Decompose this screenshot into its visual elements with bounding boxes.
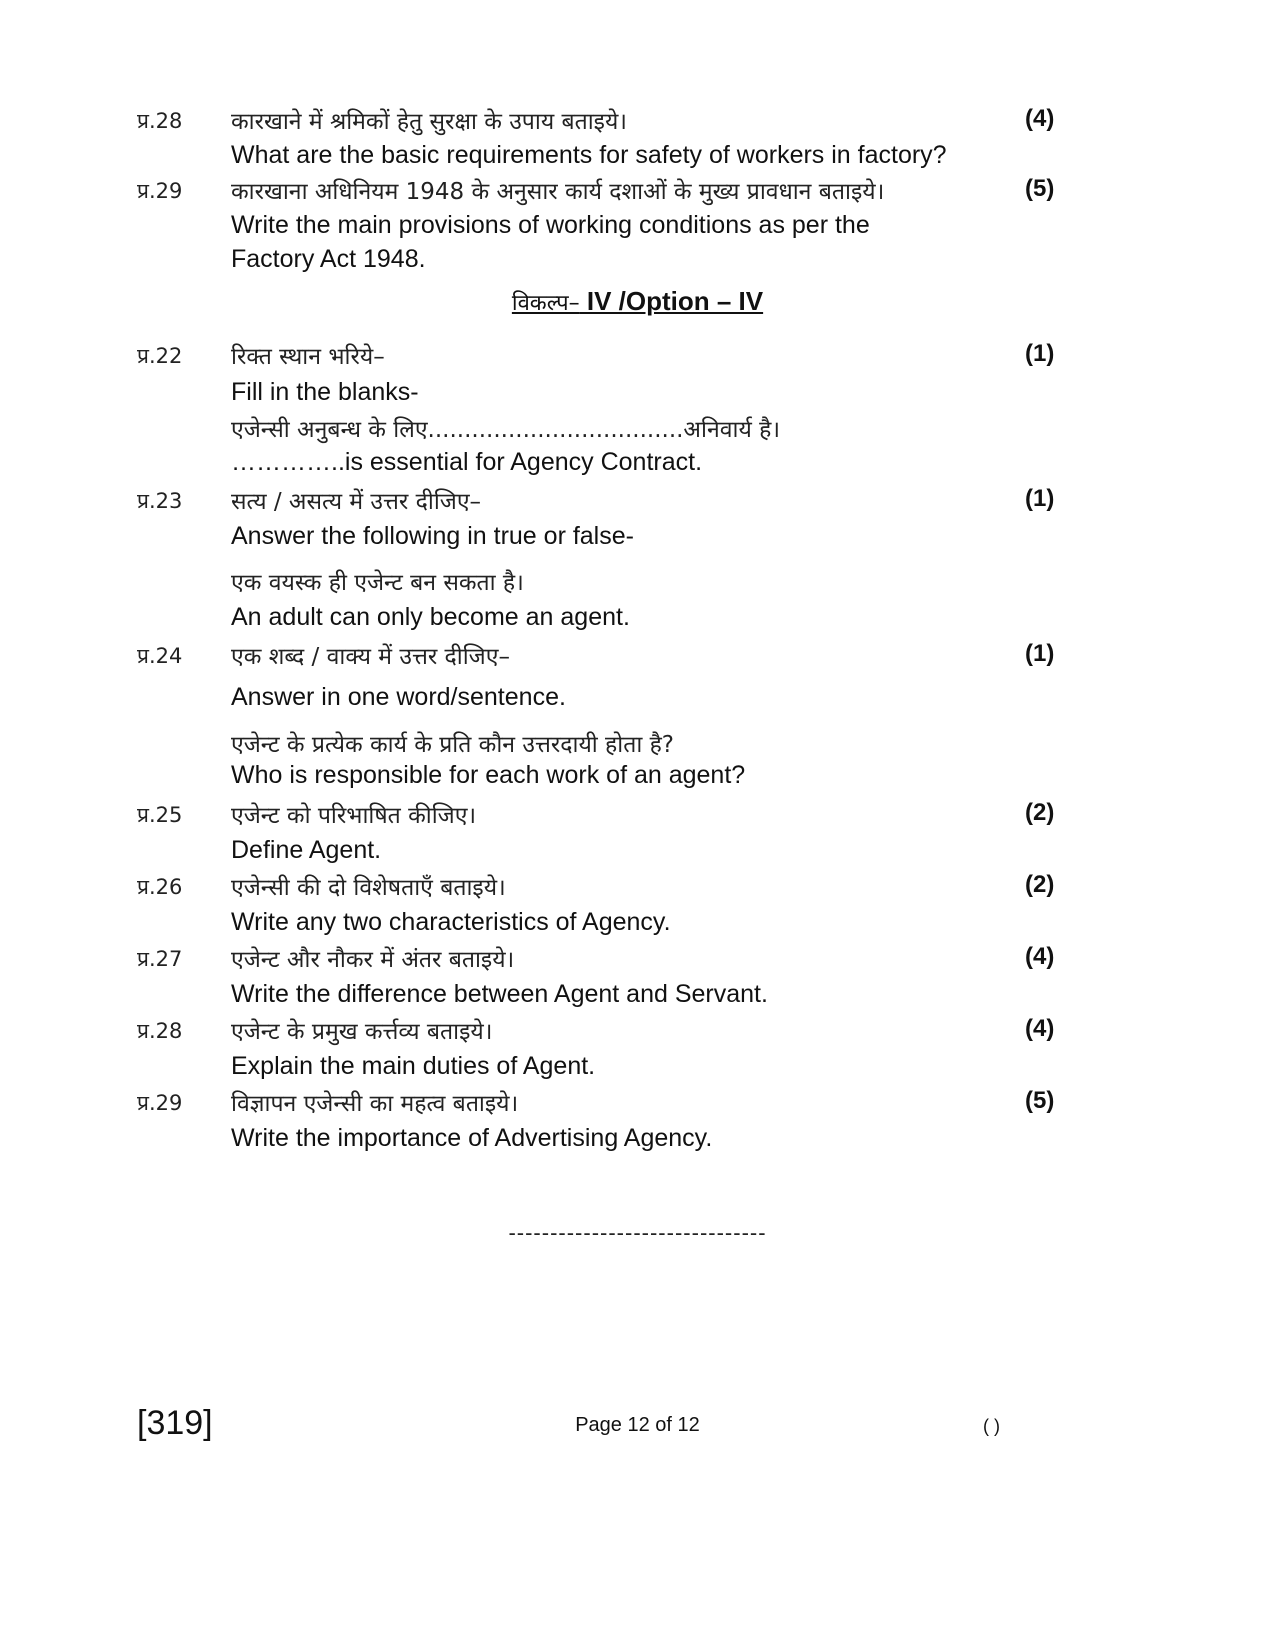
question-text-hindi: विज्ञापन एजेन्सी का महत्व बताइये। — [231, 1091, 519, 1117]
question-marks: (4) — [1025, 943, 1055, 970]
question-body-hindi: एजेन्ट के प्रत्येक कार्य के प्रति कौन उत्तरदायी होता है? — [231, 732, 675, 758]
question-text-english: Explain the main duties of Agent. — [231, 1052, 596, 1080]
question-body-english: An adult can only become an agent. — [231, 603, 630, 631]
question-number: प्र.29 — [137, 179, 183, 203]
question-marks: (2) — [1025, 871, 1055, 898]
question-number: प्र.28 — [137, 1019, 183, 1043]
question-number: प्र.23 — [137, 489, 183, 513]
question-text-hindi: एक शब्द / वाक्य में उत्तर दीजिए– — [231, 644, 510, 670]
footer-parentheses: ( ) — [983, 1416, 1000, 1436]
section-heading — [0, 286, 1275, 317]
question-text-hindi: एजेन्ट और नौकर में अंतर बताइये। — [231, 947, 515, 973]
question-instruction-english: Answer the following in true or false- — [231, 522, 634, 550]
question-text-hindi: कारखाने में श्रमिकों हेतु सुरक्षा के उपाय बताइये। — [231, 109, 628, 135]
paper-code: [319] — [137, 1404, 213, 1442]
question-text-hindi: रिक्त स्थान भरिये– — [231, 344, 385, 370]
question-text-hindi: एजेन्ट के प्रमुख कर्त्तव्य बताइये। — [231, 1019, 493, 1045]
question-number: प्र.28 — [137, 109, 183, 133]
question-text-english: Define Agent. — [231, 836, 382, 864]
question-text-english: Write the difference between Agent and Servant. — [231, 980, 768, 1008]
question-text-english: Write the main provisions of working conditions as per the — [231, 211, 870, 239]
question-text-english: Write the importance of Advertising Agency. — [231, 1124, 713, 1152]
question-text-english: What are the basic requirements for safety of workers in factory? — [231, 141, 947, 169]
question-body-english: …………..is essential for Agency Contract. — [231, 448, 703, 476]
question-marks: (4) — [1025, 1015, 1055, 1042]
question-number: प्र.25 — [137, 803, 183, 827]
question-marks: (4) — [1025, 105, 1055, 132]
question-text-hindi: सत्य / असत्य में उत्तर दीजिए– — [231, 489, 482, 515]
question-marks: (2) — [1025, 799, 1055, 826]
question-body-english: Who is responsible for each work of an agent? — [231, 761, 746, 789]
question-number: प्र.29 — [137, 1091, 183, 1115]
question-number: प्र.26 — [137, 875, 183, 899]
question-body-hindi: एक वयस्क ही एजेन्ट बन सकता है। — [231, 570, 524, 596]
question-text-hindi: एजेन्सी की दो विशेषताएँ बताइये। — [231, 875, 506, 901]
question-text-english-cont: Factory Act 1948. — [231, 245, 426, 273]
section-heading-hindi: विकल्प– — [511, 291, 580, 316]
question-marks: (1) — [1025, 340, 1055, 367]
question-number: प्र.22 — [137, 344, 183, 368]
question-instruction-english: Answer in one word/sentence. — [231, 683, 566, 711]
question-number: प्र.24 — [137, 644, 183, 668]
question-marks: (1) — [1025, 640, 1055, 667]
question-marks: (5) — [1025, 175, 1055, 202]
section-heading-english: IV /Option – IV — [579, 286, 764, 316]
question-number: प्र.27 — [137, 947, 183, 971]
question-text-hindi: कारखाना अधिनियम 1948 के अनुसार कार्य दशाओं के मुख्य प्रावधान बताइये। — [231, 179, 885, 205]
question-text-hindi: एजेन्ट को परिभाषित कीजिए। — [231, 803, 477, 829]
end-separator: ------------------------------- — [508, 1220, 767, 1245]
question-text-english: Write any two characteristics of Agency. — [231, 908, 671, 936]
question-instruction-english: Fill in the blanks- — [231, 378, 419, 406]
question-body-hindi: एजेन्सी अनुबन्ध के लिए...................................अनिवार्य है। — [231, 417, 781, 443]
question-marks: (5) — [1025, 1087, 1055, 1114]
question-marks: (1) — [1025, 485, 1055, 512]
page-number: Page 12 of 12 — [575, 1414, 700, 1436]
